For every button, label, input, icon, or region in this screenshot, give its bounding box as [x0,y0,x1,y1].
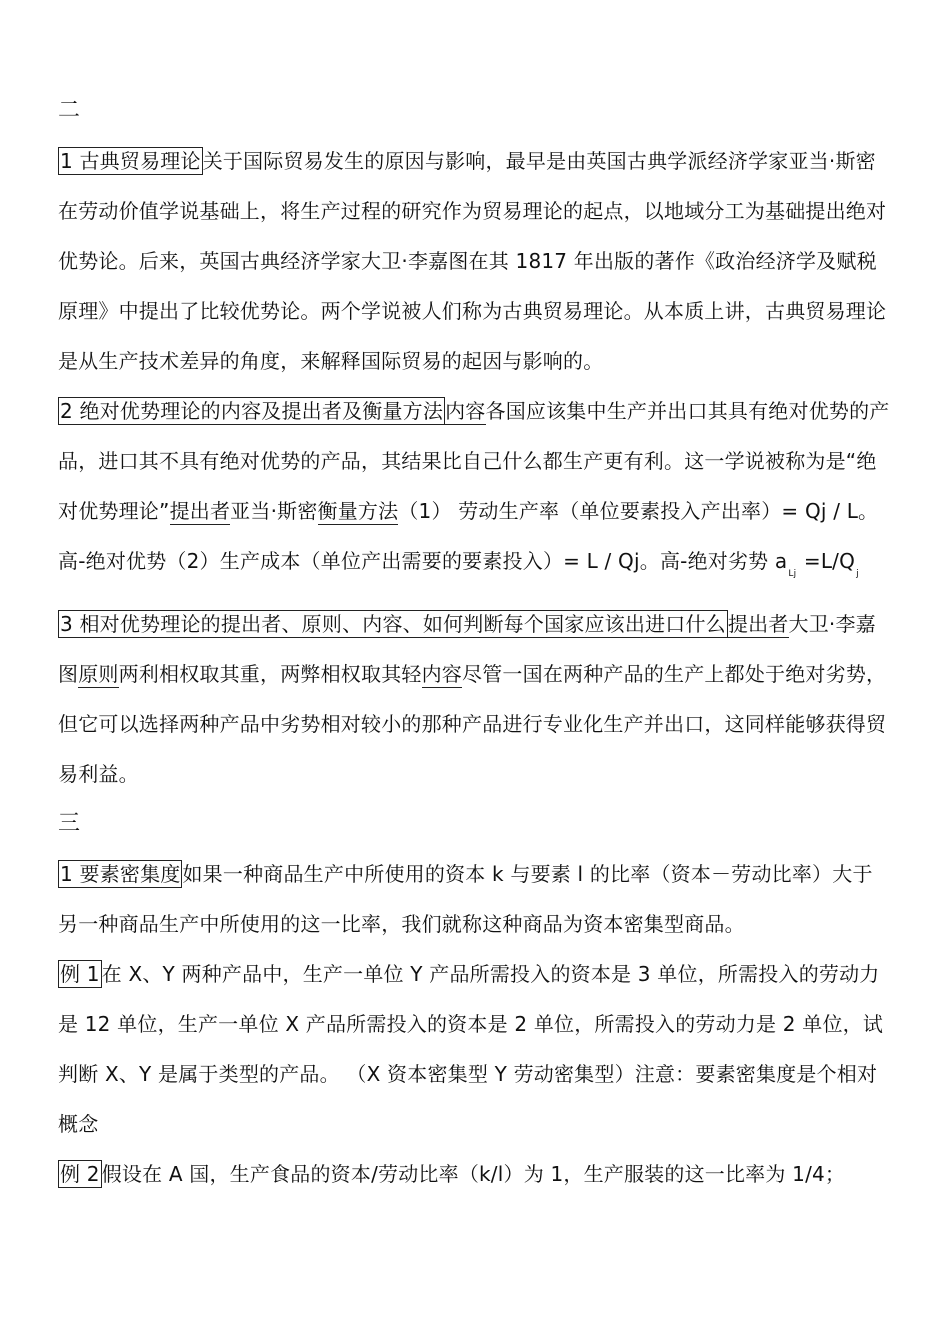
paragraph-text: 亚当·斯密 [230,499,318,523]
paragraph-example-2 [58,1149,892,1199]
subscript-j: j [856,569,859,579]
paragraph-text: （1） 劳动生产率（单位要素投入产出率）= Qj / L。高-绝对优势（2）生产成本（单位产出需要的要素投入）= L / Qj。高-绝对劣势 a [58,499,879,573]
section-heading-2: 二 [58,98,81,123]
paragraph-comparative-advantage [58,599,892,799]
paragraph-text: =L/Q [797,549,856,573]
term-box-comparative-advantage: 3 相对优势理论的提出者、原则、内容、如何判断每个国家应该出进口什么 [60,612,726,636]
label-content: 内容 [445,399,486,423]
label-proposer: 提出者 [169,499,231,523]
paragraph-example-1 [58,949,892,1149]
paragraph-factor-intensity [58,849,892,949]
term-box-example-2: 例 2 [60,1162,100,1186]
paragraph-text: 两利相权取其重，两弊相权取其轻 [118,662,422,686]
term-box-example-1: 例 1 [60,962,100,986]
paragraph-classical-trade-theory [58,136,892,386]
label-proposer: 提出者 [727,612,789,636]
paragraph-absolute-advantage [58,386,892,599]
term-box-absolute-advantage: 2 绝对优势理论的内容及提出者及衡量方法 [60,399,444,423]
subscript-lj: Lj [788,569,797,579]
term-box-factor-intensity: 1 要素密集度 [60,862,181,886]
paragraph-text: 尽管一国在两种产品的生产上都处于绝对劣势，但它可以选择两种产品中劣势相对较小的那种产品进行专业化生产并出口，这同样能够获得贸易利益。 [58,662,887,786]
paragraph-text: 各国应该集中生产并出口其具有绝对优势的产品，进口其不具有绝对优势的产品，其结果比自己什么都生产更有利。这一学说被称为是“绝对优势理论” [58,399,890,523]
label-principle: 原则 [78,662,119,686]
paragraph-text: 在 X、Y 两种产品中，生产一单位 Y 产品所需投入的资本是 3 单位，所需投入的劳动力是 12 单位，生产一单位 X 产品所需投入的资本是 2 单位，所需投入的劳动力是 2 单位，试判断 X、Y 是属于类型的产品。 （X 资本密集型 Y 劳动密集型）注意：要素密集度是个相对概念 [58,962,884,1136]
term-box-classical-trade-theory: 1 古典贸易理论 [60,149,201,173]
paragraph-text: 关于国际贸易发生的原因与影响，最早是由英国古典学派经济学家亚当·斯密在劳动价值学说基础上，将生产过程的研究作为贸易理论的起点，以地域分工为基础提出绝对优势论。后来，英国古典经济学家大卫·李嘉图在其 1817 年出版的著作《政治经济学及赋税原理》中提出了比较优势论。两个学说被人们称为古典贸易理论。从本质上讲，古典贸易理论是从生产技术差异的角度，来解释国际贸易的起因与影响的。 [58,149,887,373]
label-measurement: 衡量方法 [317,499,399,523]
label-content: 内容 [421,662,463,686]
section-heading-3: 三 [58,811,81,836]
paragraph-text: 假设在 A 国，生产食品的资本/劳动比率（k/l）为 1，生产服装的这一比率为 1/4； [101,1162,846,1186]
paragraph-text: 大卫·李嘉图 [58,612,876,686]
paragraph-text: 如果一种商品生产中所使用的资本 k 与要素 l 的比率（资本－劳动比率）大于另一种商品生产中所使用的这一比率，我们就称这种商品为资本密集型商品。 [58,862,873,936]
